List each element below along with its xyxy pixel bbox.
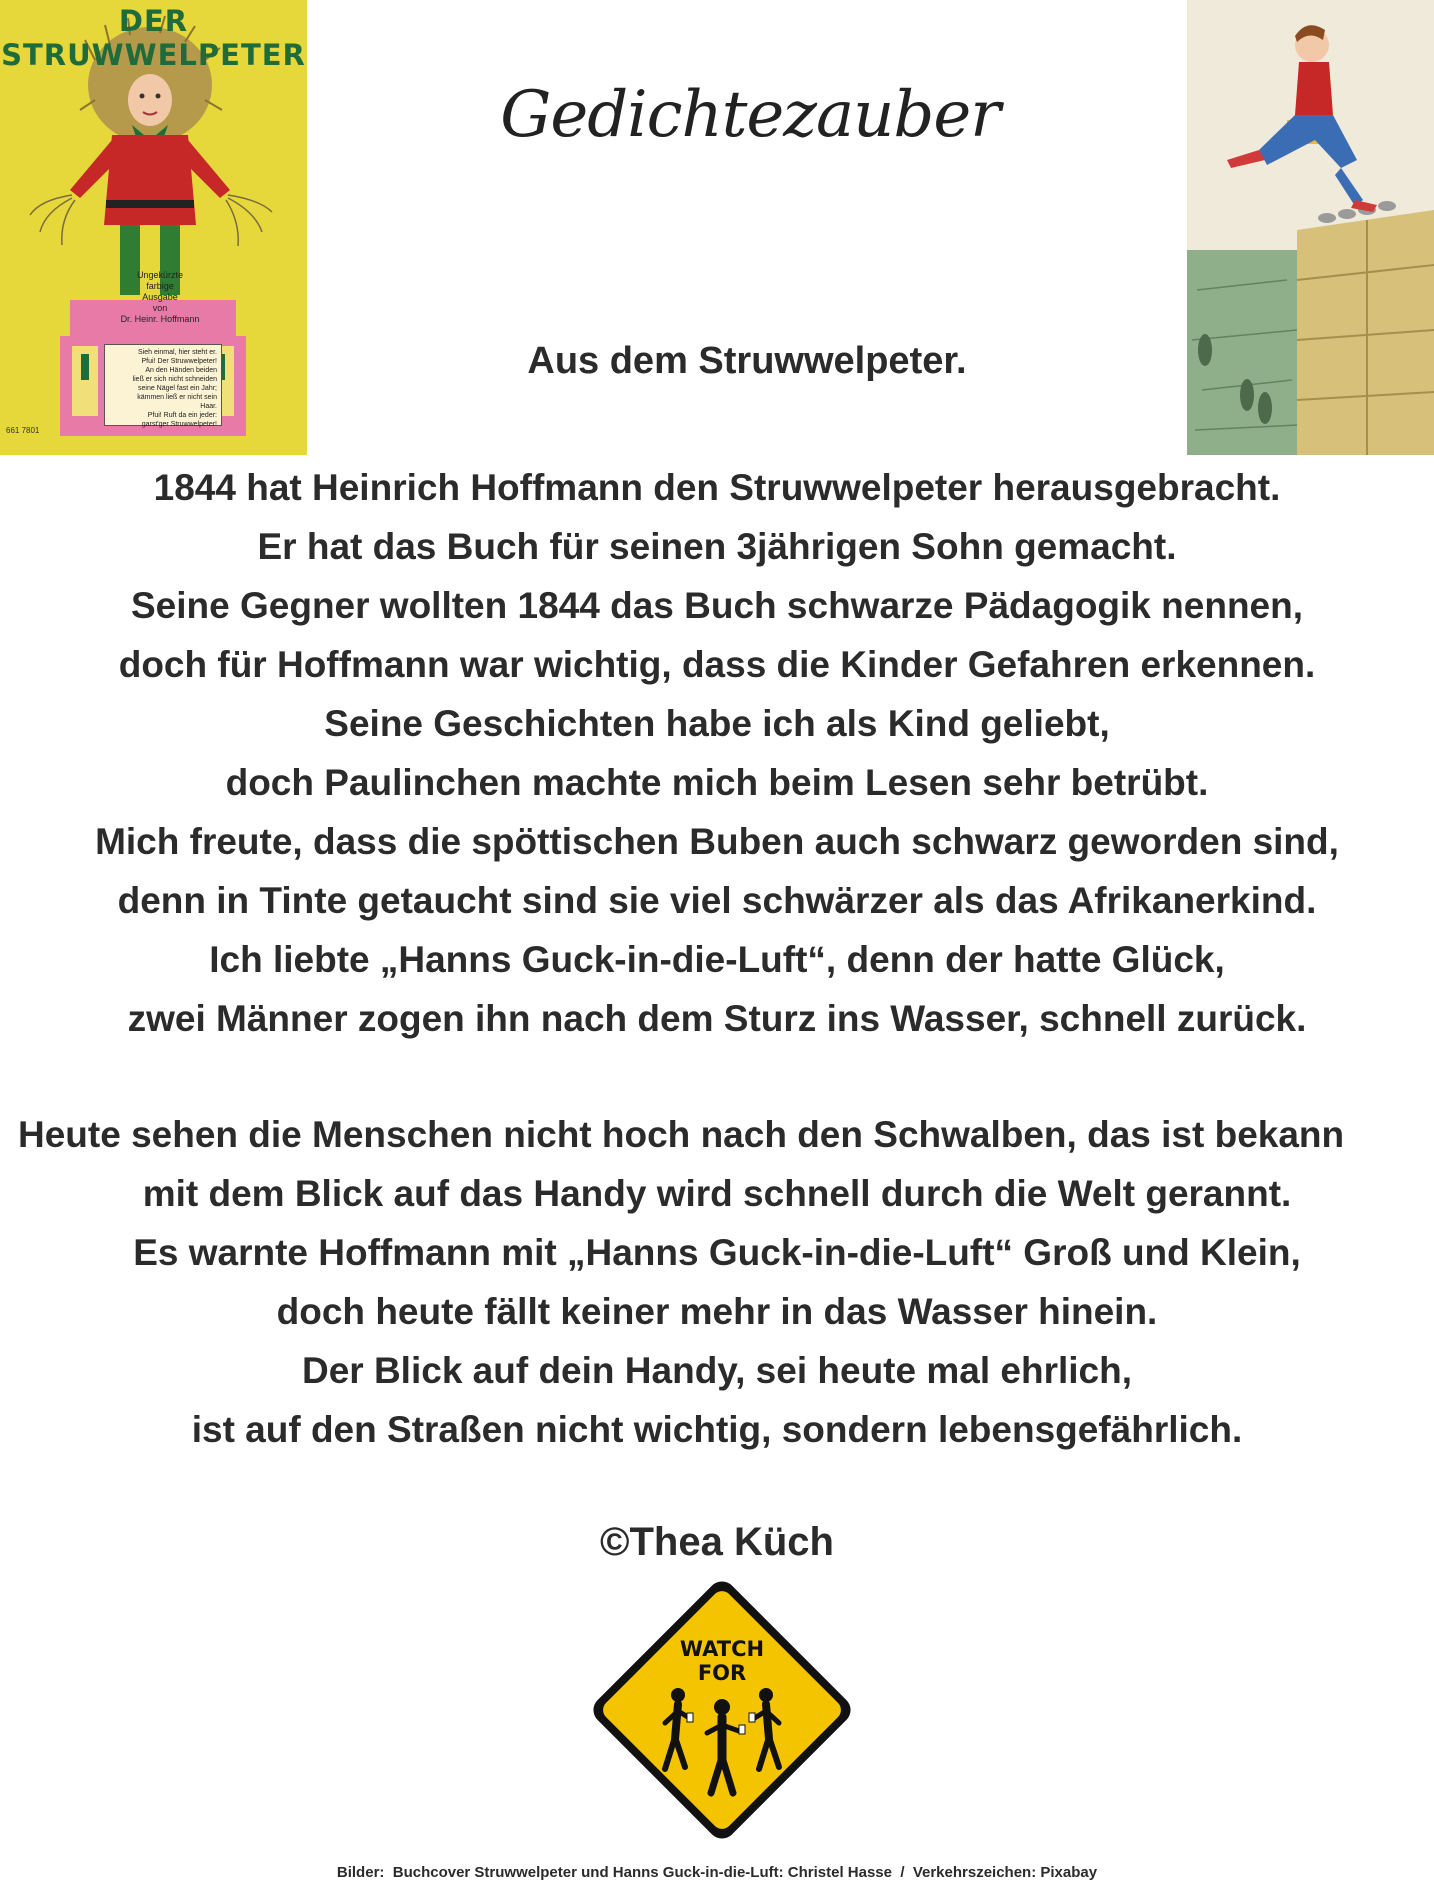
- logo-text: Gedichtezauber: [500, 78, 1000, 152]
- poem-line: Heute sehen die Menschen nicht hoch nach den Schwalben, das ist bekann: [18, 1114, 1345, 1155]
- warning-sign-icon: [583, 1571, 861, 1849]
- sign-label-for: FOR: [697, 1661, 747, 1685]
- poem-stanza-1: [0, 458, 1434, 1048]
- struwwelpeter-cover-image: [0, 0, 307, 455]
- poem-stanza-2: [0, 1105, 1434, 1459]
- cover-verse-plate: Sieh einmal, hier steht er. Pfui! Der Struwwelpeter! An den Händen beiden ließ er sich nicht schneiden seine Nägel fast ein Jahr; kämmen ließ er nicht sein Haar. Pfui! Ruft da ein jeder: garst'ger Struwwelpeter!: [104, 344, 222, 426]
- poem-line: Er hat das Buch für seinen 3jährigen Sohn gemacht.: [257, 526, 1177, 567]
- poem-line: doch für Hoffmann war wichtig, dass die Kinder Gefahren erkennen.: [118, 644, 1316, 685]
- poem-line: Seine Gegner wollten 1844 das Buch schwarze Pädagogik nennen,: [130, 585, 1304, 626]
- cover-title: DER STRUWWELPETER: [1, 4, 306, 72]
- poem-line: Ich liebte „Hanns Guck-in-die-Luft“, denn der hatte Glück,: [209, 939, 1225, 980]
- cover-subtitle: Ungekürzte farbige Ausgabe von Dr. Heinr. Hoffmann: [120, 270, 200, 324]
- poem-line: doch Paulinchen machte mich beim Lesen sehr betrübt.: [225, 762, 1209, 803]
- watch-for-warning-sign: [583, 1571, 861, 1849]
- hanns-guck-in-die-luft-image: [1187, 0, 1434, 455]
- poem-line: Es warnte Hoffmann mit „Hanns Guck-in-die-Luft“ Groß und Klein,: [133, 1232, 1301, 1273]
- poem-line: 1844 hat Heinrich Hoffmann den Struwwelpeter herausgebracht.: [153, 467, 1281, 508]
- poem-line: zwei Männer zogen ihn nach dem Sturz ins Wasser, schnell zurück.: [127, 998, 1307, 1039]
- author-copyright: ©Thea Küch: [600, 1520, 834, 1564]
- poem-line: doch heute fällt keiner mehr in das Wasser hinein.: [276, 1291, 1158, 1332]
- cover-number: 661 7801: [6, 426, 40, 435]
- poem-line: mit dem Blick auf das Handy wird schnell durch die Welt gerannt.: [142, 1173, 1292, 1214]
- gedichtezauber-logo: [500, 20, 1000, 210]
- image-credits: Bilder: Buchcover Struwwelpeter und Hanns Guck-in-die-Luft: Christel Hasse / Verkehrszeichen: Pixabay: [336, 1864, 1098, 1881]
- poem-line: Der Blick auf dein Handy, sei heute mal ehrlich,: [301, 1350, 1132, 1391]
- illustration-figure: [1187, 0, 1434, 455]
- poem-line: ist auf den Straßen nicht wichtig, sondern lebensgefährlich.: [191, 1409, 1243, 1450]
- poem-line: Mich freute, dass die spöttischen Buben auch schwarz geworden sind,: [95, 821, 1339, 862]
- poem-title: Aus dem Struwwelpeter.: [527, 340, 967, 382]
- sign-label-watch: WATCH: [679, 1637, 765, 1661]
- poem-line: denn in Tinte getaucht sind sie viel schwärzer als das Afrikanerkind.: [117, 880, 1317, 921]
- poem-line: Seine Geschichten habe ich als Kind geliebt,: [324, 703, 1110, 744]
